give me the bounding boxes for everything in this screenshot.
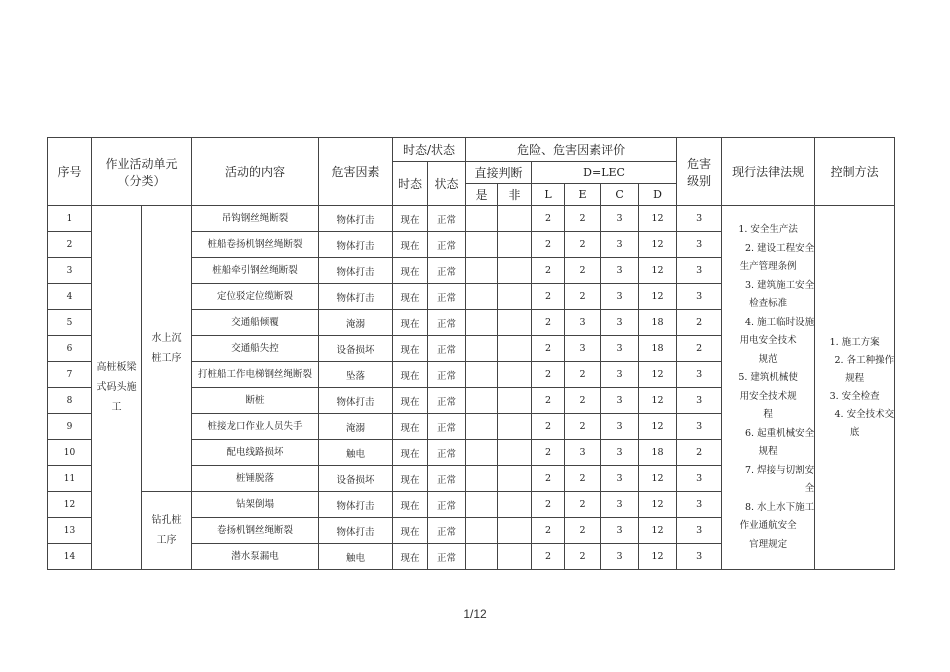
law-line: 7. 焊接与切割安 [745,464,815,476]
header-lec: D=LEC [532,162,677,184]
header-control: 控制方法 [815,138,895,206]
cell-e: 2 [565,466,601,492]
cell-hazard: 物体打击 [319,206,393,232]
cell-l: 2 [532,492,565,518]
cell-e: 2 [565,388,601,414]
cell-d: 12 [639,206,677,232]
cell-yes [466,232,498,258]
unit-name-line: 式码头施 [96,381,137,393]
cell-no [498,310,532,336]
cell-level: 3 [677,206,722,232]
cell-time: 现在 [393,284,428,310]
cell-hazard: 物体打击 [319,388,393,414]
law-line: 规范 [758,353,778,365]
cell-e: 2 [565,362,601,388]
cell-seq: 8 [48,388,92,414]
cell-seq: 10 [48,440,92,466]
cell-time: 现在 [393,258,428,284]
process-name-line: 水上沉 [151,332,182,344]
cell-process-pile [142,206,192,492]
cell-c: 3 [601,440,639,466]
cell-d: 12 [639,518,677,544]
cell-yes [466,336,498,362]
cell-e: 2 [565,414,601,440]
cell-seq: 14 [48,544,92,570]
cell-time: 现在 [393,544,428,570]
cell-d: 12 [639,544,677,570]
cell-d: 12 [639,414,677,440]
cell-c: 3 [601,362,639,388]
cell-no [498,206,532,232]
cell-yes [466,414,498,440]
cell-c: 3 [601,336,639,362]
cell-content: 定位驳定位缆断裂 [192,284,319,310]
control-line: 3. 安全检查 [829,390,880,402]
law-line: 程 [763,409,773,420]
cell-content: 交通船失控 [192,336,319,362]
cell-level: 2 [677,310,722,336]
header-eval: 危险、危害因素评价 [466,138,677,162]
cell-time: 现在 [393,388,428,414]
cell-no [498,492,532,518]
cell-e: 2 [565,544,601,570]
cell-level: 3 [677,232,722,258]
cell-no [498,336,532,362]
header-yes: 是 [466,184,498,206]
cell-d: 12 [639,362,677,388]
cell-l: 2 [532,466,565,492]
cell-level: 3 [677,388,722,414]
cell-level: 3 [677,414,722,440]
cell-e: 2 [565,232,601,258]
cell-state: 正常 [428,414,466,440]
cell-c: 3 [601,414,639,440]
cell-no [498,518,532,544]
cell-time: 现在 [393,414,428,440]
cell-d: 12 [639,258,677,284]
cell-seq: 7 [48,362,92,388]
cell-e: 2 [565,284,601,310]
cell-state: 正常 [428,310,466,336]
cell-hazard: 物体打击 [319,518,393,544]
cell-seq: 13 [48,518,92,544]
cell-level: 3 [677,284,722,310]
cell-state: 正常 [428,388,466,414]
cell-controls [815,206,895,570]
cell-l: 2 [532,284,565,310]
cell-c: 3 [601,466,639,492]
cell-level: 3 [677,258,722,284]
cell-content: 钻架倒塌 [192,492,319,518]
cell-state: 正常 [428,284,466,310]
cell-time: 现在 [393,492,428,518]
cell-d: 12 [639,232,677,258]
cell-hazard: 物体打击 [319,284,393,310]
cell-time: 现在 [393,440,428,466]
law-line: 3. 建筑施工安全 [745,279,815,291]
process-name-line: 钻孔桩 [151,514,182,526]
cell-d: 12 [639,388,677,414]
cell-seq: 9 [48,414,92,440]
cell-no [498,362,532,388]
cell-no [498,388,532,414]
cell-content: 桩船牵引钢丝绳断裂 [192,258,319,284]
cell-e: 2 [565,492,601,518]
cell-content: 卷扬机钢丝绳断裂 [192,518,319,544]
cell-hazard: 触电 [319,544,393,570]
law-line: 生产管理条例 [739,261,797,272]
cell-level: 3 [677,466,722,492]
cell-state: 正常 [428,258,466,284]
cell-c: 3 [601,284,639,310]
law-line: 作业通航安全 [739,520,797,531]
header-content: 活动的内容 [192,138,319,206]
process-name-line: 工序 [156,534,177,546]
cell-laws [722,206,815,570]
cell-l: 2 [532,440,565,466]
cell-state: 正常 [428,362,466,388]
cell-c: 3 [601,492,639,518]
cell-l: 2 [532,544,565,570]
cell-yes [466,258,498,284]
cell-hazard: 触电 [319,440,393,466]
law-line: 4. 施工临时设施 [745,316,815,328]
law-line: 用安全技术规 [739,390,797,402]
cell-state: 正常 [428,466,466,492]
header-l: L [532,184,565,206]
cell-yes [466,388,498,414]
cell-l: 2 [532,336,565,362]
cell-no [498,544,532,570]
cell-unit [92,206,142,570]
cell-yes [466,440,498,466]
cell-l: 2 [532,232,565,258]
cell-no [498,466,532,492]
page-number: 1/12 [463,607,487,621]
header-direct: 直接判断 [466,162,532,184]
cell-yes [466,466,498,492]
cell-c: 3 [601,518,639,544]
cell-seq: 2 [48,232,92,258]
cell-d: 12 [639,466,677,492]
cell-hazard: 设备损坏 [319,336,393,362]
law-line: 全 [804,483,815,494]
cell-e: 2 [565,258,601,284]
cell-l: 2 [532,258,565,284]
cell-content: 交通船倾覆 [192,310,319,336]
cell-seq: 1 [48,206,92,232]
cell-time: 现在 [393,206,428,232]
cell-hazard: 物体打击 [319,232,393,258]
cell-d: 18 [639,440,677,466]
cell-state: 正常 [428,518,466,544]
control-line: 1. 施工方案 [829,336,880,348]
cell-level: 3 [677,544,722,570]
cell-l: 2 [532,206,565,232]
cell-e: 3 [565,440,601,466]
cell-l: 2 [532,518,565,544]
header-time-state: 时态/状态 [393,138,466,162]
control-line: 底 [849,426,860,438]
hazard-assessment-table [47,137,895,570]
cell-state: 正常 [428,440,466,466]
header-seq: 序号 [48,138,92,206]
cell-seq: 3 [48,258,92,284]
cell-d: 18 [639,336,677,362]
cell-level: 3 [677,362,722,388]
header-no: 非 [498,184,532,206]
control-line: 2. 各工种操作 [834,354,895,366]
cell-hazard: 坠落 [319,362,393,388]
law-line: 检查标准 [749,298,788,309]
cell-c: 3 [601,258,639,284]
cell-level: 3 [677,518,722,544]
cell-seq: 4 [48,284,92,310]
cell-time: 现在 [393,362,428,388]
unit-name-line: 高桩板梁 [96,361,137,373]
header-c: C [601,184,639,206]
law-line: 8. 水上水下施工 [745,501,815,513]
cell-content: 桩船卷扬机钢丝绳断裂 [192,232,319,258]
cell-e: 2 [565,518,601,544]
cell-hazard: 设备损坏 [319,466,393,492]
cell-content: 桩接龙口作业人员失手 [192,414,319,440]
cell-l: 2 [532,310,565,336]
cell-time: 现在 [393,466,428,492]
cell-no [498,258,532,284]
cell-d: 12 [639,492,677,518]
control-line: 4. 安全技术交 [834,408,895,420]
law-line: 规程 [758,446,778,457]
cell-c: 3 [601,388,639,414]
cell-l: 2 [532,362,565,388]
cell-no [498,414,532,440]
cell-c: 3 [601,232,639,258]
cell-yes [466,362,498,388]
header-d: D [639,184,677,206]
cell-c: 3 [601,310,639,336]
cell-yes [466,310,498,336]
cell-content: 潜水泵漏电 [192,544,319,570]
law-line: 用电安全技术 [739,335,797,346]
cell-time: 现在 [393,336,428,362]
cell-c: 3 [601,206,639,232]
cell-hazard: 物体打击 [319,258,393,284]
cell-state: 正常 [428,492,466,518]
cell-level: 2 [677,336,722,362]
cell-l: 2 [532,414,565,440]
table-body [48,206,895,570]
cell-content: 打桩船工作电梯钢丝绳断裂 [192,362,319,388]
cell-yes [466,492,498,518]
cell-time: 现在 [393,518,428,544]
cell-yes [466,544,498,570]
cell-state: 正常 [428,232,466,258]
control-line: 规程 [845,372,865,384]
cell-c: 3 [601,544,639,570]
cell-content: 断桩 [192,388,319,414]
cell-d: 12 [639,284,677,310]
law-line: 2. 建设工程安全 [745,242,815,254]
header-time: 时态 [393,162,428,206]
cell-seq: 11 [48,466,92,492]
cell-time: 现在 [393,232,428,258]
cell-e: 2 [565,206,601,232]
cell-yes [466,206,498,232]
cell-e: 3 [565,310,601,336]
cell-content: 配电线路损坏 [192,440,319,466]
law-line: 官理规定 [749,538,788,550]
cell-no [498,232,532,258]
cell-seq: 12 [48,492,92,518]
cell-l: 2 [532,388,565,414]
header-unit: 作业活动单元 （分类） [92,138,192,206]
cell-state: 正常 [428,544,466,570]
cell-yes [466,284,498,310]
header-level: 危害 级别 [677,138,722,206]
cell-content: 桩锤脱落 [192,466,319,492]
unit-name-line: 工 [111,401,122,413]
cell-hazard: 淹溺 [319,414,393,440]
law-line: 5. 建筑机械使 [738,372,798,383]
cell-seq: 5 [48,310,92,336]
law-line: 1. 安全生产法 [738,224,798,235]
cell-d: 18 [639,310,677,336]
cell-yes [466,518,498,544]
cell-time: 现在 [393,310,428,336]
cell-level: 3 [677,492,722,518]
header-hazard: 危害因素 [319,138,393,206]
cell-level: 2 [677,440,722,466]
header-e: E [565,184,601,206]
cell-hazard: 物体打击 [319,492,393,518]
cell-e: 3 [565,336,601,362]
cell-process-bored [142,492,192,570]
cell-content: 吊钩钢丝绳断裂 [192,206,319,232]
cell-seq: 6 [48,336,92,362]
header-state: 状态 [428,162,466,206]
law-line: 6. 起重机械安全 [745,427,815,439]
cell-state: 正常 [428,336,466,362]
cell-hazard: 淹溺 [319,310,393,336]
table-row [48,206,895,232]
process-name-line: 桩工序 [151,352,182,364]
cell-state: 正常 [428,206,466,232]
cell-no [498,440,532,466]
cell-no [498,284,532,310]
header-law: 现行法律法规 [722,138,815,206]
